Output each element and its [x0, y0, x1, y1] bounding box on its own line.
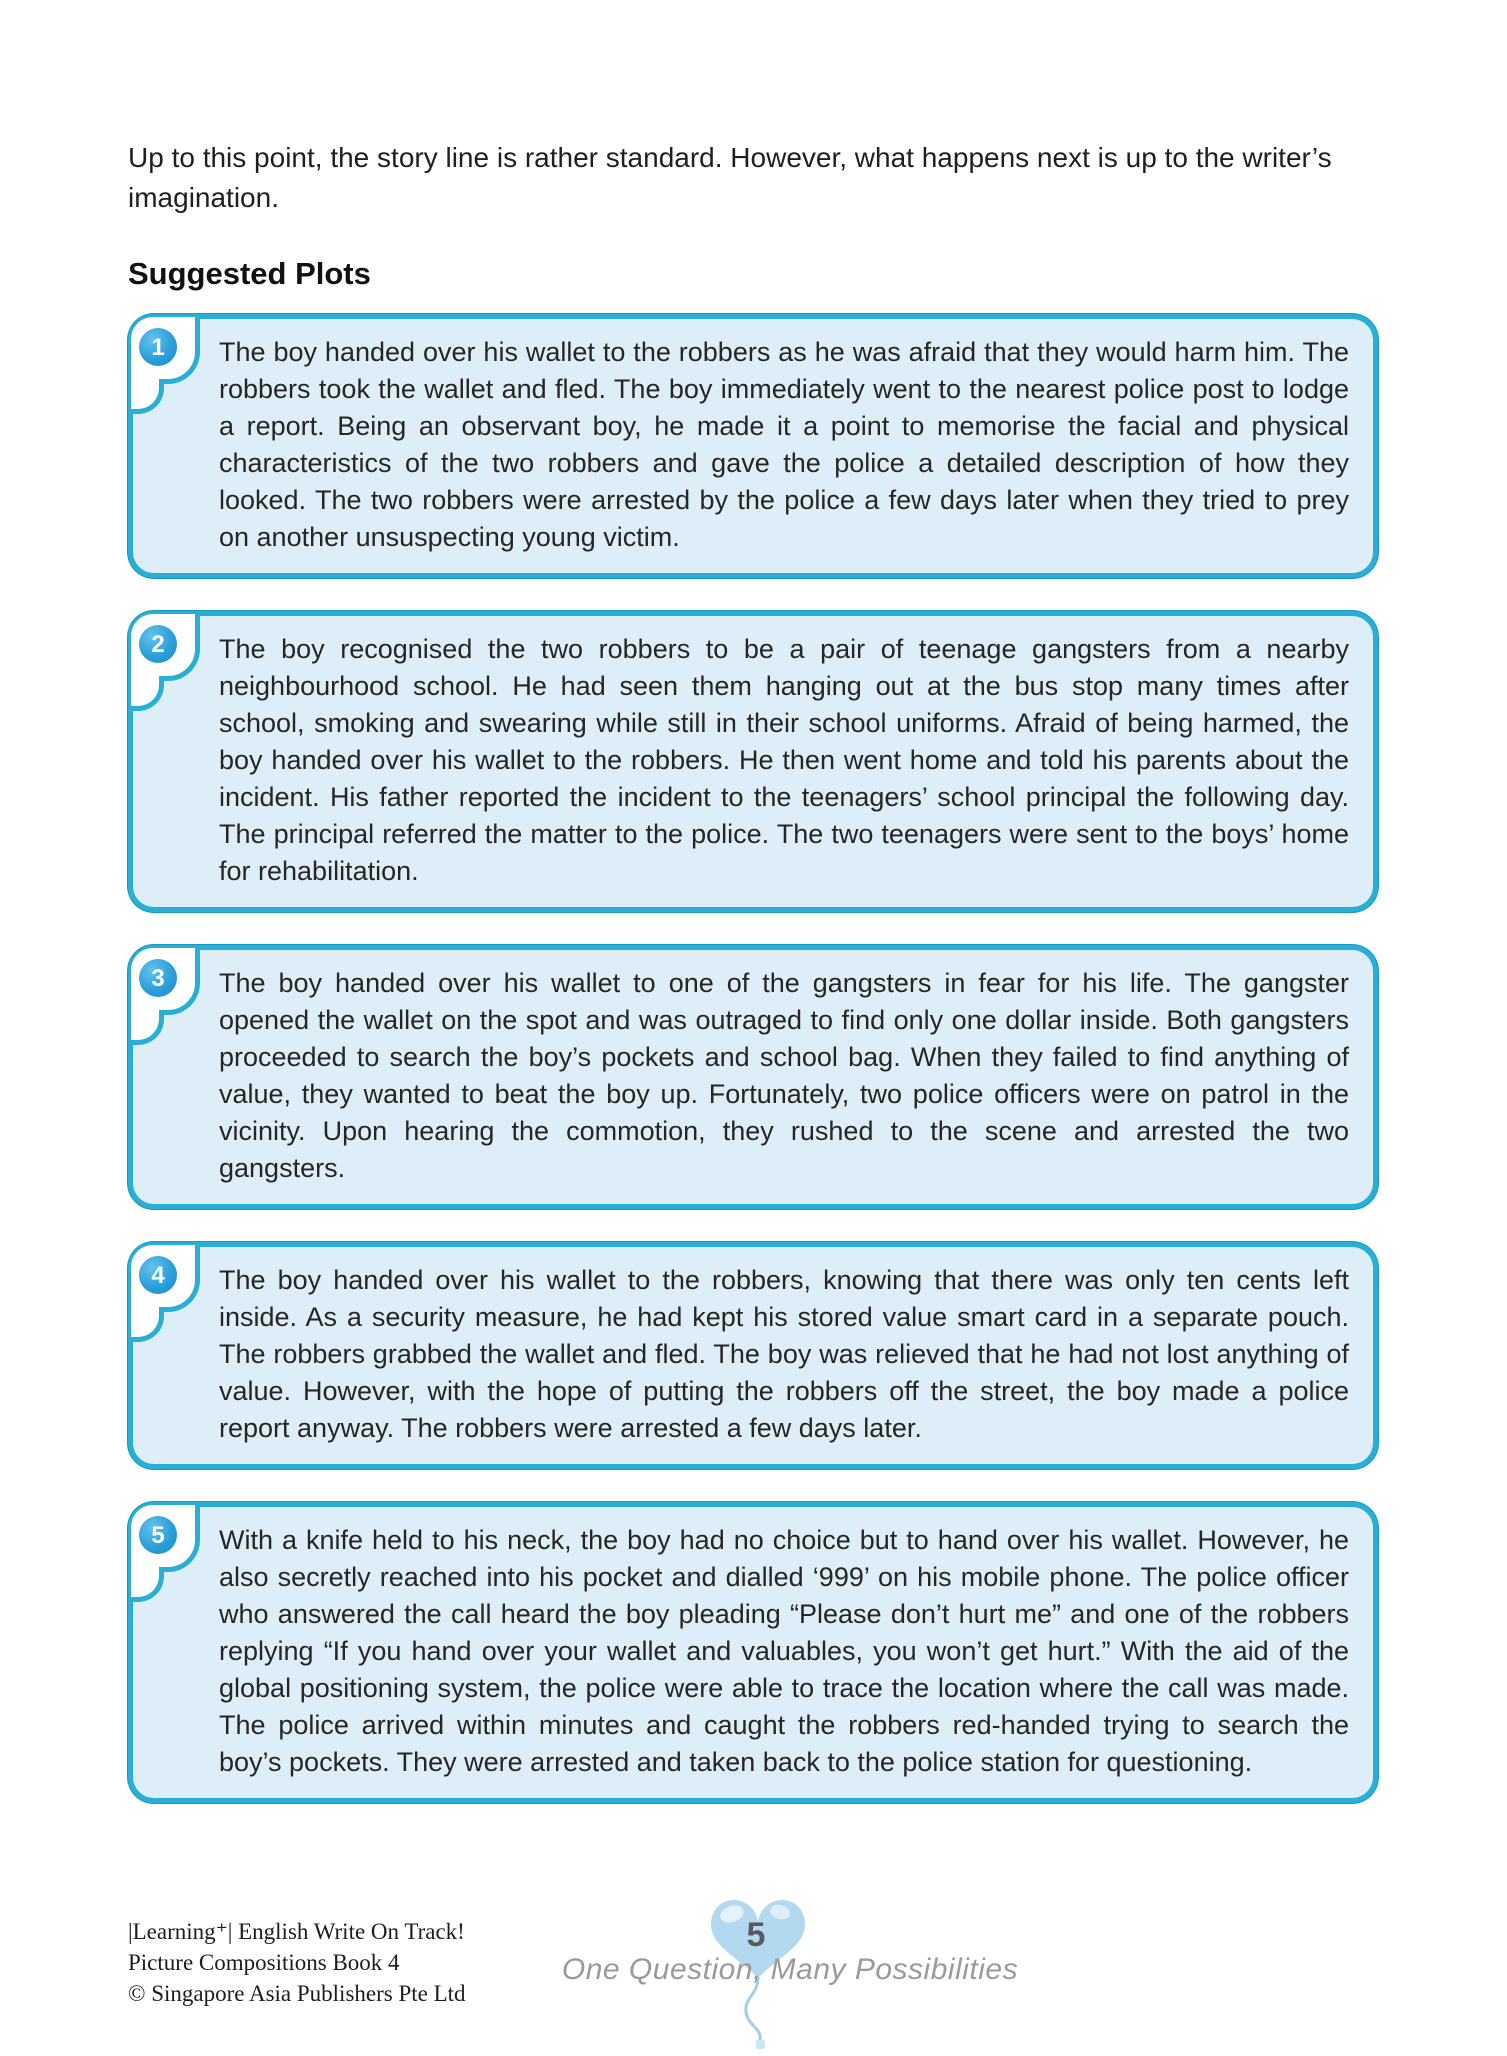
- publisher-imprint: [128, 1916, 466, 2009]
- number-badge: 1: [139, 328, 177, 366]
- main-content: [128, 138, 1378, 1836]
- number-badge: 5: [139, 1516, 177, 1554]
- badge-notch-curl: [131, 1010, 164, 1045]
- imprint-line-3: © Singapore Asia Publishers Pte Ltd: [128, 1981, 466, 2006]
- intro-paragraph: Up to this point, the story line is rather standard. However, what happens next is up to the writer’s imagination.: [128, 142, 1332, 213]
- imprint-line-1: |Learning⁺| English Write On Track!: [128, 1919, 465, 1944]
- section-heading: Suggested Plots: [128, 256, 371, 291]
- plot-text-2: The boy recognised the two robbers to be a pair of teenage gangsters from a nearby neighbourhood school. He had seen them hanging out at the bus stop many times after school, smoking and swearing while still in their school uniforms. Afraid of being harmed, the boy handed over his wallet to the robbers. He then went home and told his parents about the incident. His father reported the incident to the teenagers’ school principal the following day. The principal referred the matter to the police. The two teenagers were sent to the boys’ home for rehabilitation.: [219, 634, 1349, 886]
- series-tagline: One Question, Many Possibilities: [561, 1953, 1019, 1986]
- badge-notch-curl: [131, 676, 164, 711]
- plot-box-4: [128, 1242, 1378, 1469]
- plot-text-5: With a knife held to his neck, the boy had no choice but to hand over his wallet. However, he also secretly reached into his pocket and dialled ‘999’ on his mobile phone. The police officer who answered the call heard the boy pleading “Please don’t hurt me” and one of the robbers replying “If you hand over your wallet and valuables, you won’t get hurt.” With the aid of the global positioning system, the police were able to trace the location where the call was made. The police arrived within minutes and caught the robbers red-handed trying to search the boy’s pockets. They were arrested and taken back to the police station for questioning.: [219, 1525, 1349, 1777]
- plot-text-4: The boy handed over his wallet to the robbers, knowing that there was only ten cents left inside. As a security measure, he had kept his stored value smart card in a separate pouch. The robbers grabbed the wallet and fled. The boy was relieved that he had not lost anything of value. However, with the hope of putting the robbers off the street, the boy made a police report anyway. The robbers were arrested a few days later.: [219, 1265, 1349, 1443]
- number-badge: 4: [139, 1256, 177, 1294]
- plot-text-3: The boy handed over his wallet to one of the gangsters in fear for his life. The gangster opened the wallet on the spot and was outraged to find only one dollar inside. Both gangsters proceeded to search the boy’s pockets and school bag. When they failed to find anything of value, they wanted to beat the boy up. Fortunately, two police officers were on patrol in the vicinity. Upon hearing the commotion, they rushed to the scene and arrested the two gangsters.: [219, 968, 1349, 1183]
- plot-box-5: [128, 1502, 1378, 1803]
- plot-text-1: The boy handed over his wallet to the robbers as he was afraid that they would harm him. The robbers took the wallet and fled. The boy immediately went to the nearest police post to lodge a report. Being an observant boy, he made it a point to memorise the facial and physical characteristics of the two robbers and gave the police a detailed description of how they looked. The two robbers were arrested by the police a few days later when they tried to prey on another unsuspecting young victim.: [219, 337, 1349, 552]
- plot-box-3: [128, 945, 1378, 1209]
- imprint-line-2: Picture Compositions Book 4: [128, 1950, 400, 1975]
- plot-box-2: [128, 611, 1378, 912]
- number-badge: 3: [139, 959, 177, 997]
- plot-box-1: [128, 314, 1378, 578]
- number-badge: 2: [139, 625, 177, 663]
- badge-notch-curl: [131, 1567, 164, 1602]
- page-number: 5: [746, 1916, 766, 1954]
- badge-notch-curl: [131, 1307, 164, 1342]
- badge-notch-curl: [131, 379, 164, 414]
